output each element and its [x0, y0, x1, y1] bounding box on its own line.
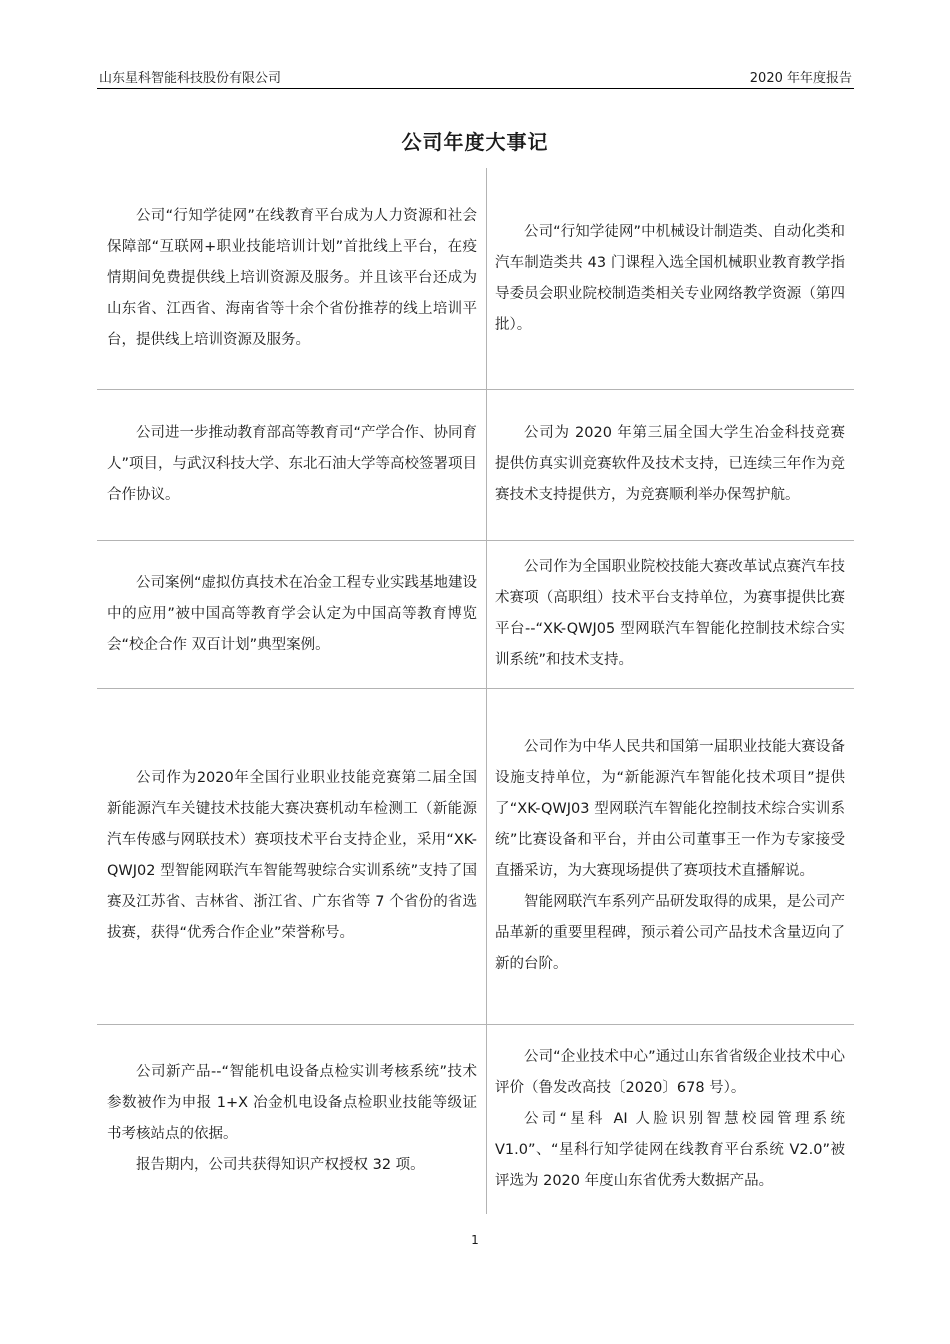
event-cell-left: [107, 168, 477, 389]
event-text: 公司新产品--“智能机电设备点检实训考核系统”技术参数被作为申报 1+X 冶金机电设备点检职业技能等级证书考核站点的依据。: [107, 1064, 477, 1142]
events-table: [97, 168, 854, 1214]
event-text: 公司作为2020年全国行业职业技能竞赛第二届全国新能源汽车关键技术技能大赛决赛机动车检测工（新能源汽车传感与网联技术）赛项技术平台支持企业，采用“XK-QWJ02 型智能网联汽车智能驾驶综合实训系统”支持了国赛及江苏省、吉林省、浙江省、广东省等 7 个省份的省选拔赛，获得“优秀合作企业”荣誉称号。: [107, 770, 477, 941]
page-header: [97, 64, 854, 89]
event-text: 公司进一步推动教育部高等教育司“产学合作、协同育人”项目，与武汉科技大学、东北石油大学等高校签署项目合作协议。: [107, 425, 478, 503]
event-text: 公司为 2020 年第三届全国大学生冶金科技竞赛提供仿真实训竞赛软件及技术支持，已连续三年作为竞赛技术支持提供方，为竞赛顺利举办保驾护航。: [495, 425, 845, 503]
event-text: 公司“企业技术中心”通过山东省省级企业技术中心评价（鲁发改高技〔2020〕678 号）。: [495, 1048, 845, 1096]
header-report-title: 2020 年年度报告: [749, 71, 852, 86]
event-text: 公司“行知学徒网”在线教育平台成为人力资源和社会保障部“互联网+职业技能培训计划”首批线上平台，在疫情期间免费提供线上培训资源及服务。并且该平台还成为山东省、江西省、海南省等十余个省份推荐的线上培训平台，提供线上培训资源及服务。: [107, 208, 477, 348]
event-cell-right: [495, 688, 845, 1024]
page-number: 1: [471, 1233, 479, 1247]
event-text: 报告期内，公司共获得知识产权授权 32 项。: [136, 1157, 425, 1173]
page-title: 公司年度大事记: [401, 130, 549, 154]
event-text: 公司“星科 AI 人脸识别智慧校园管理系统 V1.0”、“星科行知学徒网在线教育平台系统 V2.0”被评选为 2020 年度山东省优秀大数据产品。: [495, 1110, 845, 1189]
event-cell-left: [107, 1024, 477, 1214]
event-text: 公司“行知学徒网”中机械设计制造类、自动化类和汽车制造类共 43 门课程入选全国机械职业教育教学指导委员会职业院校制造类相关专业网络教学资源（第四批）。: [495, 223, 845, 333]
event-cell-right: [495, 1024, 845, 1214]
event-cell-left: [107, 389, 477, 540]
event-text: 公司案例“虚拟仿真技术在冶金工程专业实践基地建设中的应用”被中国高等教育学会认定为中国高等教育博览会“校企合作 双百计划”典型案例。: [107, 574, 478, 653]
event-cell-left: [107, 688, 477, 1024]
event-text: 智能网联汽车系列产品研发取得的成果，是公司产品革新的重要里程碑，预示着公司产品技术含量迈向了新的台阶。: [495, 894, 845, 972]
event-cell-right: [495, 168, 845, 389]
column-divider: [486, 168, 487, 1214]
event-text: 公司作为全国职业院校技能大赛改革试点赛汽车技术赛项（高职组）技术平台支持单位，为赛事提供比赛平台--“XK-QWJ05 型网联汽车智能化控制技术综合实训系统”和技术支持。: [495, 559, 845, 668]
header-company-name: 山东星科智能科技股份有限公司: [99, 71, 282, 86]
event-text: 公司作为中华人民共和国第一届职业技能大赛设备设施支持单位，为“新能源汽车智能化技术项目”提供了“XK-QWJ03 型网联汽车智能化控制技术综合实训系统”比赛设备和平台，并由公司董事王一作为专家接受直播采访，为大赛现场提供了赛项技术直播解说。: [495, 739, 845, 879]
event-cell-left: [107, 540, 477, 688]
event-cell-right: [495, 389, 845, 540]
event-cell-right: [495, 540, 845, 688]
